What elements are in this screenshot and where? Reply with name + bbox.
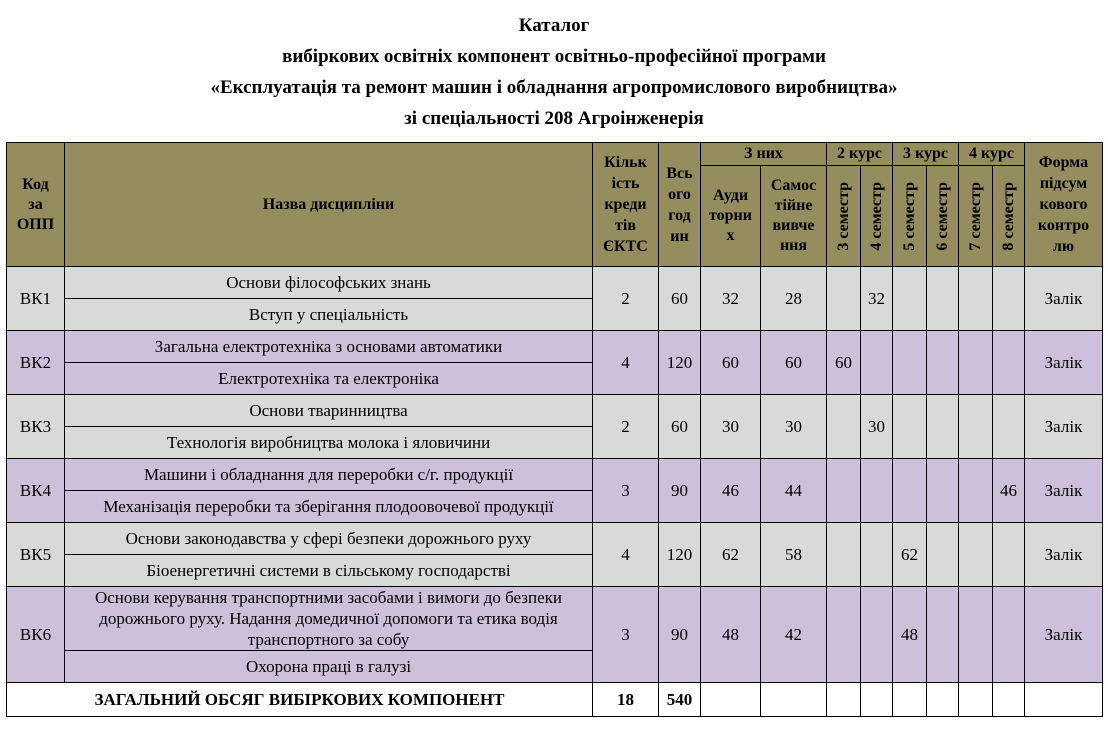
row-discipline-b: Технологія виробництва молока і яловичини xyxy=(65,427,593,459)
row-sem-5 xyxy=(893,331,927,395)
header-sem-4: 4 семестр xyxy=(861,166,893,267)
row-sem-8 xyxy=(993,267,1025,331)
title-line-3: «Експлуатація та ремонт машин і обладнання агропромислового виробництва» xyxy=(210,77,898,98)
row-discipline-b: Охорона праці в галузі xyxy=(65,651,593,683)
row-sem-5 xyxy=(893,395,927,459)
row-hours: 120 xyxy=(659,523,701,587)
row-discipline-b: Біоенергетичні системи в сільському господарстві xyxy=(65,555,593,587)
header-sem-8: 8 семестр xyxy=(993,166,1025,267)
row-code: ВК1 xyxy=(7,267,65,331)
row-discipline-a: Загальна електротехніка з основами автоматики xyxy=(65,331,593,363)
header-sem-7: 7 семестр xyxy=(959,166,993,267)
table-row xyxy=(7,267,1103,299)
row-credits: 2 xyxy=(593,395,659,459)
row-self-study: 30 xyxy=(761,395,827,459)
row-sem-4 xyxy=(861,459,893,523)
row-sem-4 xyxy=(861,523,893,587)
row-sem-6 xyxy=(927,267,959,331)
row-sem-3 xyxy=(827,459,861,523)
row-discipline-b: Механізація переробки та зберігання плодоовочевої продукції xyxy=(65,491,593,523)
total-credits: 18 xyxy=(593,683,659,717)
total-empty-cell xyxy=(993,683,1025,717)
row-code: ВК6 xyxy=(7,587,65,683)
header-of-them: З них xyxy=(701,143,827,166)
header-self-study: Самос тійне вивче ння xyxy=(761,166,827,267)
total-empty-cell xyxy=(861,683,893,717)
header-control-form: Форма підсум кового контро лю xyxy=(1025,143,1103,267)
row-code: ВК5 xyxy=(7,523,65,587)
disciplines-table xyxy=(6,142,1103,717)
row-sem-3: 60 xyxy=(827,331,861,395)
total-empty-cell xyxy=(701,683,761,717)
title-line-4: зі спеціальності 208 Агроінженерія xyxy=(404,108,704,129)
total-empty-cell xyxy=(827,683,861,717)
row-sem-5 xyxy=(893,459,927,523)
row-auditory: 30 xyxy=(701,395,761,459)
row-sem-5: 62 xyxy=(893,523,927,587)
total-empty-cell xyxy=(1025,683,1103,717)
row-sem-7 xyxy=(959,587,993,683)
row-credits: 4 xyxy=(593,331,659,395)
header-code: Код за ОПП xyxy=(7,143,65,267)
title-line-1: Каталог xyxy=(518,15,590,36)
row-sem-3 xyxy=(827,395,861,459)
row-control-form: Залік xyxy=(1025,587,1103,683)
row-hours: 120 xyxy=(659,331,701,395)
row-code: ВК4 xyxy=(7,459,65,523)
row-credits: 2 xyxy=(593,267,659,331)
total-empty-cell xyxy=(959,683,993,717)
row-sem-4: 32 xyxy=(861,267,893,331)
header-credits: Кільк ість креди тів ЄКТС xyxy=(593,143,659,267)
row-hours: 90 xyxy=(659,459,701,523)
row-code: ВК2 xyxy=(7,331,65,395)
header-course-4: 4 курс xyxy=(959,143,1025,166)
table-row xyxy=(7,459,1103,491)
row-auditory: 46 xyxy=(701,459,761,523)
table-row xyxy=(7,587,1103,651)
row-credits: 3 xyxy=(593,459,659,523)
row-control-form: Залік xyxy=(1025,523,1103,587)
row-sem-7 xyxy=(959,331,993,395)
row-sem-6 xyxy=(927,523,959,587)
row-control-form: Залік xyxy=(1025,459,1103,523)
row-self-study: 28 xyxy=(761,267,827,331)
header-sem-6: 6 семестр xyxy=(927,166,959,267)
row-control-form: Залік xyxy=(1025,395,1103,459)
row-code: ВК3 xyxy=(7,395,65,459)
row-auditory: 60 xyxy=(701,331,761,395)
row-discipline-b: Вступ у спеціальність xyxy=(65,299,593,331)
header-auditory: Ауди торни х xyxy=(701,166,761,267)
total-label: ЗАГАЛЬНИЙ ОБСЯГ ВИБІРКОВИХ КОМПОНЕНТ xyxy=(7,683,593,717)
row-hours: 90 xyxy=(659,587,701,683)
total-empty-cell xyxy=(893,683,927,717)
row-credits: 4 xyxy=(593,523,659,587)
row-sem-4: 30 xyxy=(861,395,893,459)
row-sem-8 xyxy=(993,523,1025,587)
row-sem-8 xyxy=(993,587,1025,683)
row-discipline-b: Електротехніка та електроніка xyxy=(65,363,593,395)
header-total-hours: Всь ого год ин xyxy=(659,143,701,267)
row-sem-6 xyxy=(927,331,959,395)
row-hours: 60 xyxy=(659,267,701,331)
row-sem-5: 48 xyxy=(893,587,927,683)
row-self-study: 58 xyxy=(761,523,827,587)
row-sem-3 xyxy=(827,523,861,587)
row-sem-3 xyxy=(827,587,861,683)
row-sem-6 xyxy=(927,395,959,459)
row-self-study: 44 xyxy=(761,459,827,523)
row-control-form: Залік xyxy=(1025,267,1103,331)
row-control-form: Залік xyxy=(1025,331,1103,395)
row-self-study: 42 xyxy=(761,587,827,683)
row-auditory: 32 xyxy=(701,267,761,331)
row-sem-7 xyxy=(959,459,993,523)
table-row xyxy=(7,331,1103,363)
total-row xyxy=(7,683,1103,717)
title-line-2: вибіркових освітніх компонент освітньо-професійної програми xyxy=(282,46,826,67)
table-row xyxy=(7,523,1103,555)
row-sem-7 xyxy=(959,395,993,459)
row-discipline-a: Машини і обладнання для переробки с/г. продукції xyxy=(65,459,593,491)
total-empty-cell xyxy=(927,683,959,717)
row-self-study: 60 xyxy=(761,331,827,395)
row-sem-5 xyxy=(893,267,927,331)
catalog-title xyxy=(0,10,1108,134)
header-row-1 xyxy=(7,143,1103,166)
row-auditory: 62 xyxy=(701,523,761,587)
header-course-3: 3 курс xyxy=(893,143,959,166)
header-sem-5: 5 семестр xyxy=(893,166,927,267)
row-discipline-a: Основи законодавства у сфері безпеки дорожнього руху xyxy=(65,523,593,555)
row-sem-8 xyxy=(993,331,1025,395)
row-sem-4 xyxy=(861,587,893,683)
row-sem-4 xyxy=(861,331,893,395)
row-discipline-a: Основи тваринництва xyxy=(65,395,593,427)
row-sem-7 xyxy=(959,267,993,331)
row-sem-8 xyxy=(993,395,1025,459)
row-hours: 60 xyxy=(659,395,701,459)
row-sem-8: 46 xyxy=(993,459,1025,523)
row-sem-3 xyxy=(827,267,861,331)
table-row xyxy=(7,395,1103,427)
row-sem-6 xyxy=(927,587,959,683)
row-credits: 3 xyxy=(593,587,659,683)
row-discipline-a: Основи керування транспортними засобами і вимоги до безпеки дорожнього руху. Надання домедичної допомоги та етика водія транспортного за собу xyxy=(65,587,593,651)
total-empty-cell xyxy=(761,683,827,717)
header-course-2: 2 курс xyxy=(827,143,893,166)
header-name: Назва дисципліни xyxy=(65,143,593,267)
row-auditory: 48 xyxy=(701,587,761,683)
header-sem-3: 3 семестр xyxy=(827,166,861,267)
row-discipline-a: Основи філософських знань xyxy=(65,267,593,299)
total-hours: 540 xyxy=(659,683,701,717)
row-sem-7 xyxy=(959,523,993,587)
row-sem-6 xyxy=(927,459,959,523)
